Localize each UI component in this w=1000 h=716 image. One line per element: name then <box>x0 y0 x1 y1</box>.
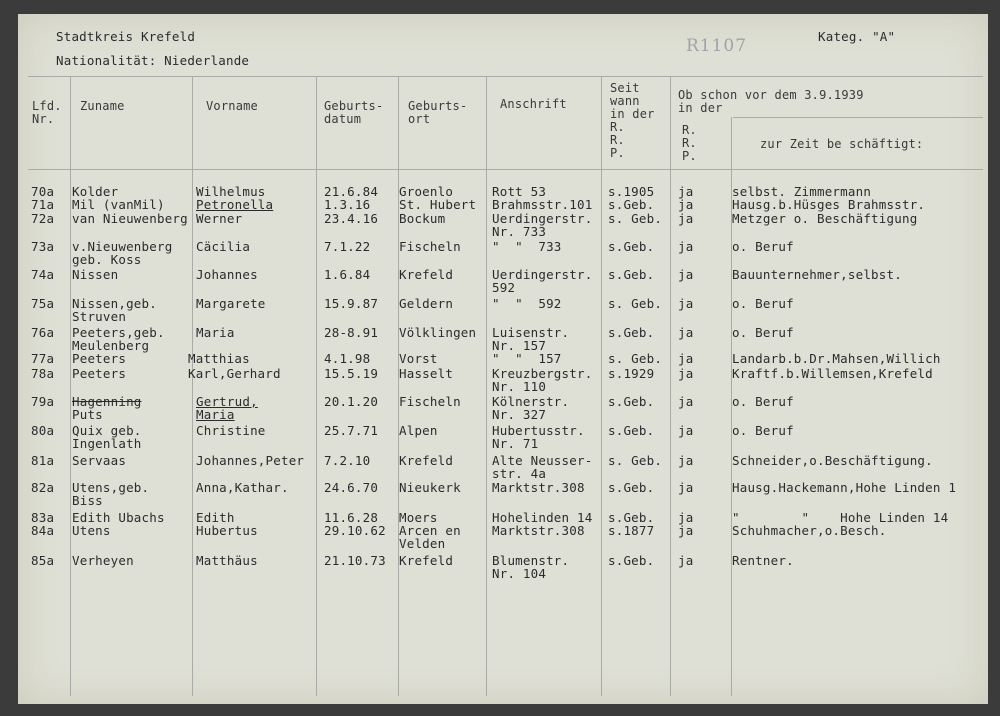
cell-geburtsort: Bockum <box>399 211 446 226</box>
cell-beruf: Metzger o. Beschäftigung <box>732 211 918 226</box>
cell-geburtsort: Krefeld <box>399 453 454 468</box>
cell-geburtsdatum: 11.6.28 <box>324 510 379 525</box>
cell-anschrift: Hohelinden 14 <box>492 510 593 525</box>
col-header-geburtsort: Geburts- ort <box>408 99 468 126</box>
cell-nr: 81a <box>31 453 55 468</box>
cell-nr: 71a <box>31 197 55 212</box>
district-title: Stadtkreis Krefeld <box>56 29 196 44</box>
cell-vorname: Petronella <box>196 197 274 212</box>
cell-beruf: o. Beruf <box>732 239 794 254</box>
cell-seit: s.Geb. <box>608 394 655 409</box>
cell-zuname: v.Nieuwenberg geb. Koss <box>72 239 173 267</box>
header-bottom-rule <box>28 169 983 170</box>
cell-ja: ja <box>678 325 694 340</box>
cell-geburtsdatum: 23.4.16 <box>324 211 379 226</box>
cell-ja: ja <box>678 184 694 199</box>
cell-beruf: Hausg.Hackemann,Hohe Linden 1 <box>732 480 957 495</box>
cell-nr: 79a <box>31 394 55 409</box>
cell-zuname-struck: Hagenning <box>72 394 142 409</box>
cell-beruf: Bauunternehmer,selbst. <box>732 267 902 282</box>
cell-anschrift: Luisenstr. Nr. 157 <box>492 325 570 353</box>
cell-ja: ja <box>678 267 694 282</box>
cell-beruf: o. Beruf <box>732 296 794 311</box>
cell-vorname: Cäcilia <box>196 239 251 254</box>
cell-ja: ja <box>678 480 694 495</box>
cell-ja: ja <box>678 523 694 538</box>
pencil-annotation: R1107 <box>686 36 748 56</box>
cell-geburtsort: Fischeln <box>399 394 461 409</box>
cell-nr: 84a <box>31 523 55 538</box>
col-divider <box>486 76 487 696</box>
col-header-anschrift: Anschrift <box>500 97 567 111</box>
cell-seit: s.Geb. <box>608 325 655 340</box>
cell-anschrift: " " 733 <box>492 239 562 254</box>
cell-anschrift: " " 592 <box>492 296 562 311</box>
cell-anschrift: Marktstr.308 <box>492 480 585 495</box>
cell-geburtsdatum: 15.5.19 <box>324 366 379 381</box>
cell-zuname: van Nieuwenberg <box>72 211 188 226</box>
cell-geburtsdatum: 28-8.91 <box>324 325 379 340</box>
cell-ja: ja <box>678 239 694 254</box>
cell-seit: s.Geb. <box>608 553 655 568</box>
cell-ja: ja <box>678 453 694 468</box>
cell-beruf: Schuhmacher,o.Besch. <box>732 523 887 538</box>
cell-nr: 82a <box>31 480 55 495</box>
cell-vorname: Johannes,Peter <box>196 453 305 468</box>
cell-seit: s.1905 <box>608 184 655 199</box>
cell-anschrift: Rott 53 <box>492 184 547 199</box>
cell-geburtsdatum: 21.6.84 <box>324 184 379 199</box>
cell-zuname: Mil (vanMil) <box>72 197 165 212</box>
cell-ja: ja <box>678 211 694 226</box>
nationality-line: Nationalität: Niederlande <box>56 53 250 68</box>
col-header-rrp: R. R. P. <box>682 123 697 163</box>
cell-nr: 74a <box>31 267 55 282</box>
col-header-seit: Seit wann in der R. R. P. <box>610 81 655 160</box>
cell-vorname: Christine <box>196 423 266 438</box>
cell-vorname: Matthias <box>188 351 250 366</box>
cell-seit: s.Geb. <box>608 239 655 254</box>
cell-zuname: Quix geb. Ingenlath <box>72 423 142 451</box>
sub-header-rule <box>733 117 983 118</box>
cell-anschrift: Brahmsstr.101 <box>492 197 593 212</box>
col-header-vorname: Vorname <box>206 99 258 113</box>
cell-geburtsdatum: 29.10.62 <box>324 523 386 538</box>
cell-anschrift: " " 157 <box>492 351 562 366</box>
col-divider <box>398 76 399 696</box>
cell-vorname: Edith <box>196 510 235 525</box>
cell-nr: 77a <box>31 351 55 366</box>
cell-geburtsort: Hasselt <box>399 366 454 381</box>
cell-zuname: Verheyen <box>72 553 134 568</box>
cell-nr: 78a <box>31 366 55 381</box>
category-label: Kateg. "A" <box>818 29 896 44</box>
cell-beruf: Kraftf.b.Willemsen,Krefeld <box>732 366 933 381</box>
cell-ja: ja <box>678 394 694 409</box>
cell-nr: 76a <box>31 325 55 340</box>
cell-geburtsdatum: 20.1.20 <box>324 394 379 409</box>
cell-geburtsdatum: 1.3.16 <box>324 197 371 212</box>
cell-ja: ja <box>678 197 694 212</box>
cell-anschrift: Blumenstr. Nr. 104 <box>492 553 570 581</box>
cell-anschrift: Alte Neusser- str. 4a <box>492 453 593 481</box>
cell-nr: 85a <box>31 553 55 568</box>
cell-seit: s.Geb. <box>608 510 655 525</box>
cell-geburtsdatum: 24.6.70 <box>324 480 379 495</box>
cell-zuname: Servaas <box>72 453 127 468</box>
cell-vorname: Matthäus <box>196 553 258 568</box>
cell-nr: 70a <box>31 184 55 199</box>
cell-beruf: selbst. Zimmermann <box>732 184 872 199</box>
cell-zuname: Kolder <box>72 184 119 199</box>
cell-anschrift: Kreuzbergstr. Nr. 110 <box>492 366 593 394</box>
cell-zuname: Peeters,geb. Meulenberg <box>72 325 165 353</box>
cell-geburtsort: Moers <box>399 510 438 525</box>
cell-ja: ja <box>678 296 694 311</box>
cell-geburtsort: Krefeld <box>399 267 454 282</box>
cell-geburtsort: Alpen <box>399 423 438 438</box>
document-sheet <box>18 14 988 704</box>
cell-geburtsdatum: 21.10.73 <box>324 553 386 568</box>
cell-vorname: Karl,Gerhard <box>188 366 281 381</box>
cell-vorname: Gertrud, Maria <box>196 394 258 422</box>
cell-ja: ja <box>678 423 694 438</box>
cell-vorname: Wilhelmus <box>196 184 266 199</box>
cell-geburtsort: Völklingen <box>399 325 477 340</box>
cell-seit: s.Geb. <box>608 197 655 212</box>
cell-beruf: Schneider,o.Beschäftigung. <box>732 453 933 468</box>
cell-zuname: Peeters <box>72 366 127 381</box>
cell-geburtsort: Geldern <box>399 296 454 311</box>
cell-beruf: Hausg.b.Hüsges Brahmsstr. <box>732 197 926 212</box>
cell-seit: s.Geb. <box>608 423 655 438</box>
cell-geburtsdatum: 7.2.10 <box>324 453 371 468</box>
cell-vorname: Margarete <box>196 296 266 311</box>
cell-anschrift: Kölnerstr. Nr. 327 <box>492 394 570 422</box>
cell-zuname: Nissen <box>72 267 119 282</box>
cell-seit: s. Geb. <box>608 211 663 226</box>
cell-zuname: Peeters <box>72 351 127 366</box>
cell-geburtsort: Nieukerk <box>399 480 461 495</box>
cell-zuname: Nissen,geb. Struven <box>72 296 157 324</box>
col-header-ob-schon: Ob schon vor dem 3.9.1939 in der <box>678 88 864 115</box>
cell-nr: 83a <box>31 510 55 525</box>
cell-nr: 73a <box>31 239 55 254</box>
cell-vorname: Maria <box>196 325 235 340</box>
cell-zuname: Utens,geb. Biss <box>72 480 150 508</box>
cell-ja: ja <box>678 366 694 381</box>
cell-seit: s.1877 <box>608 523 655 538</box>
col-divider <box>316 76 317 696</box>
cell-zuname: Utens <box>72 523 111 538</box>
cell-vorname: Hubertus <box>196 523 258 538</box>
col-header-zuname: Zuname <box>80 99 125 113</box>
cell-nr: 80a <box>31 423 55 438</box>
cell-seit: s.1929 <box>608 366 655 381</box>
col-header-zur-zeit: zur Zeit be schäftigt: <box>760 137 924 151</box>
cell-anschrift: Uerdingerstr. 592 <box>492 267 593 295</box>
cell-seit: s. Geb. <box>608 453 663 468</box>
cell-geburtsort: Krefeld <box>399 553 454 568</box>
cell-beruf: Landarb.b.Dr.Mahsen,Willich <box>732 351 941 366</box>
cell-geburtsdatum: 1.6.84 <box>324 267 371 282</box>
cell-geburtsdatum: 25.7.71 <box>324 423 379 438</box>
cell-anschrift: Uerdingerstr. Nr. 733 <box>492 211 593 239</box>
cell-zuname: Puts <box>72 407 103 422</box>
col-divider <box>192 76 193 696</box>
cell-vorname: Johannes <box>196 267 258 282</box>
cell-seit: s. Geb. <box>608 296 663 311</box>
table-top-rule <box>28 76 983 77</box>
cell-nr: 75a <box>31 296 55 311</box>
cell-ja: ja <box>678 351 694 366</box>
cell-beruf: o. Beruf <box>732 423 794 438</box>
cell-geburtsdatum: 4.1.98 <box>324 351 371 366</box>
cell-geburtsort: Groenlo <box>399 184 454 199</box>
cell-geburtsdatum: 15.9.87 <box>324 296 379 311</box>
cell-beruf: Rentner. <box>732 553 794 568</box>
cell-beruf: o. Beruf <box>732 394 794 409</box>
col-divider <box>670 76 671 696</box>
cell-vorname: Anna,Kathar. <box>196 480 289 495</box>
col-header-geburtsdatum: Geburts- datum <box>324 99 384 126</box>
cell-seit: s.Geb. <box>608 480 655 495</box>
cell-beruf: o. Beruf <box>732 325 794 340</box>
cell-nr: 72a <box>31 211 55 226</box>
cell-ja: ja <box>678 510 694 525</box>
cell-geburtsdatum: 7.1.22 <box>324 239 371 254</box>
col-header-lfd: Lfd. Nr. <box>32 99 62 126</box>
cell-geburtsort: Fischeln <box>399 239 461 254</box>
cell-geburtsort: St. Hubert <box>399 197 477 212</box>
cell-seit: s. Geb. <box>608 351 663 366</box>
cell-anschrift: Hubertusstr. Nr. 71 <box>492 423 585 451</box>
cell-geburtsort: Arcen en Velden <box>399 523 461 551</box>
cell-vorname: Werner <box>196 211 243 226</box>
cell-zuname: Edith Ubachs <box>72 510 165 525</box>
col-divider <box>601 76 602 696</box>
cell-ja: ja <box>678 553 694 568</box>
col-divider <box>70 76 71 696</box>
cell-geburtsort: Vorst <box>399 351 438 366</box>
cell-anschrift: Marktstr.308 <box>492 523 585 538</box>
cell-beruf: " " Hohe Linden 14 <box>732 510 949 525</box>
cell-seit: s.Geb. <box>608 267 655 282</box>
